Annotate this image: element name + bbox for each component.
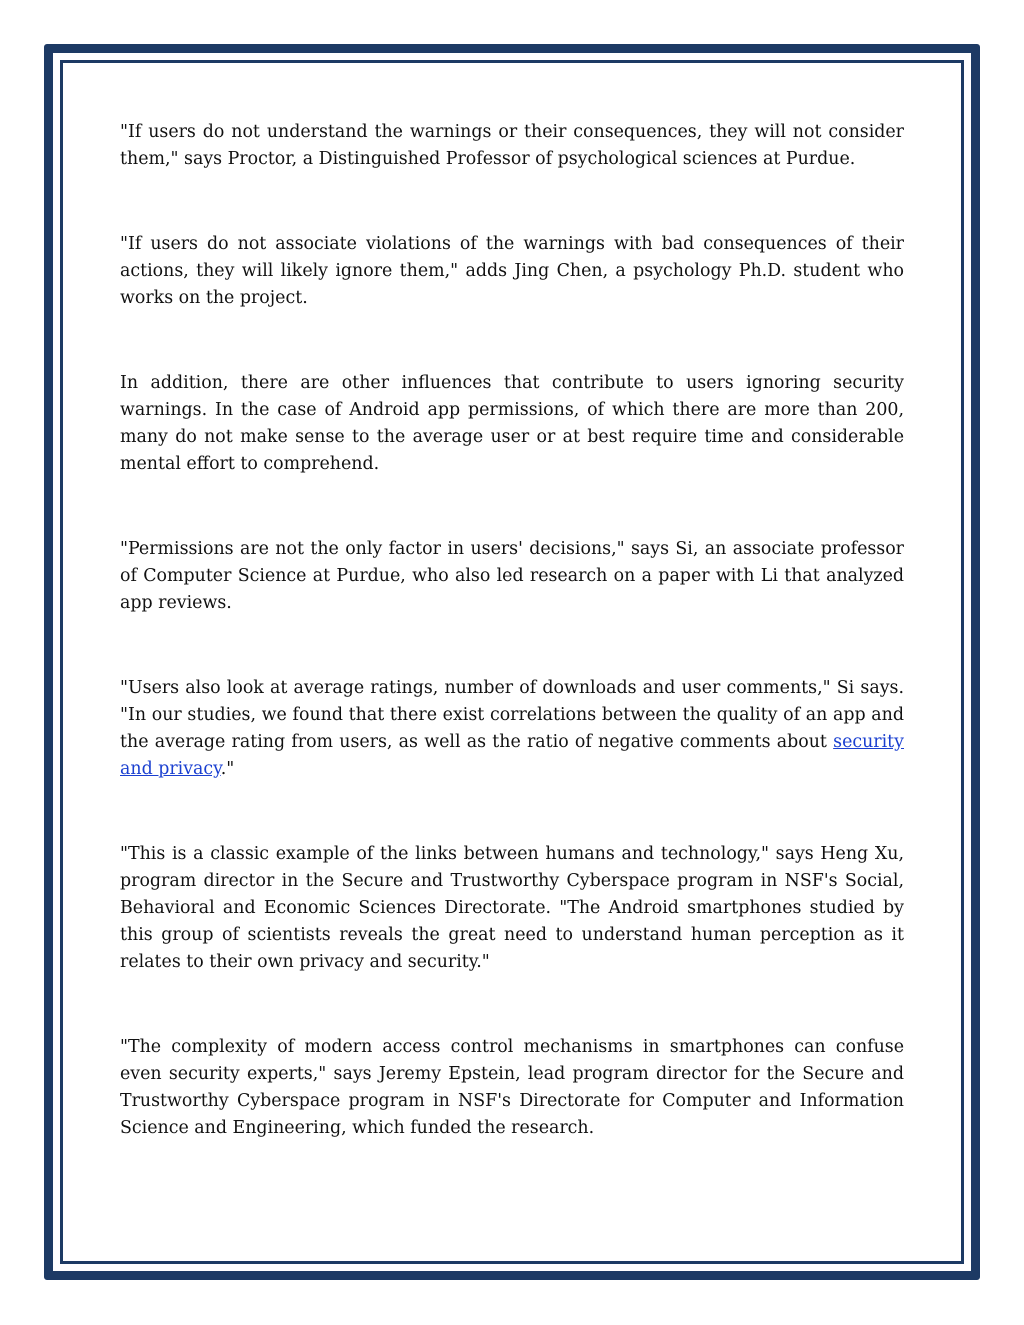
- ratings-quote-text-before: "Users also look at average ratings, number of downloads and user comments," Si says. "In our studies, we found that there exist correlations between the quality of an app and the average rating from users, as well as the ratio of negative comments about: [120, 678, 904, 752]
- article-body: [120, 119, 904, 1142]
- security-and-privacy-link[interactable]: security and privacy: [120, 732, 904, 779]
- paragraph-heng-xu-quote: "This is a classic example of the links between humans and technology," says Heng Xu, program director in the Secure and Trustworthy Cyberspace program in NSF's Social, Behavioral and Economic Sciences Directorate. "The Android smartphones studied by this group of scientists reveals the great need to understand human perception as it relates to their own privacy and security.": [120, 844, 904, 972]
- paragraph-ratings-quote: [120, 675, 904, 783]
- paragraph-proctor-quote: "If users do not understand the warnings or their consequences, they will not consider them," says Proctor, a Distinguished Professor of psychological sciences at Purdue.: [120, 122, 904, 169]
- paragraph-epstein-quote: "The complexity of modern access control mechanisms in smartphones can confuse even security experts," says Jeremy Epstein, lead program director for the Secure and Trustworthy Cyberspace program in NSF's Directorate for Computer and Information Science and Engineering, which funded the research.: [120, 1037, 904, 1138]
- paragraph-jing-chen-quote: "If users do not associate violations of the warnings with bad consequences of their actions, they will likely ignore them," adds Jing Chen, a psychology Ph.D. student who works on the project.: [120, 234, 904, 308]
- ratings-quote-text-after: .": [220, 759, 235, 779]
- paragraph-si-quote: "Permissions are not the only factor in users' decisions," says Si, an associate professor of Computer Science at Purdue, who also led research on a paper with Li that analyzed app reviews.: [120, 539, 904, 613]
- paragraph-android-permissions: In addition, there are other influences that contribute to users ignoring security warnings. In the case of Android app permissions, of which there are more than 200, many do not make sense to the average user or at best require time and considerable mental effort to comprehend.: [120, 373, 904, 474]
